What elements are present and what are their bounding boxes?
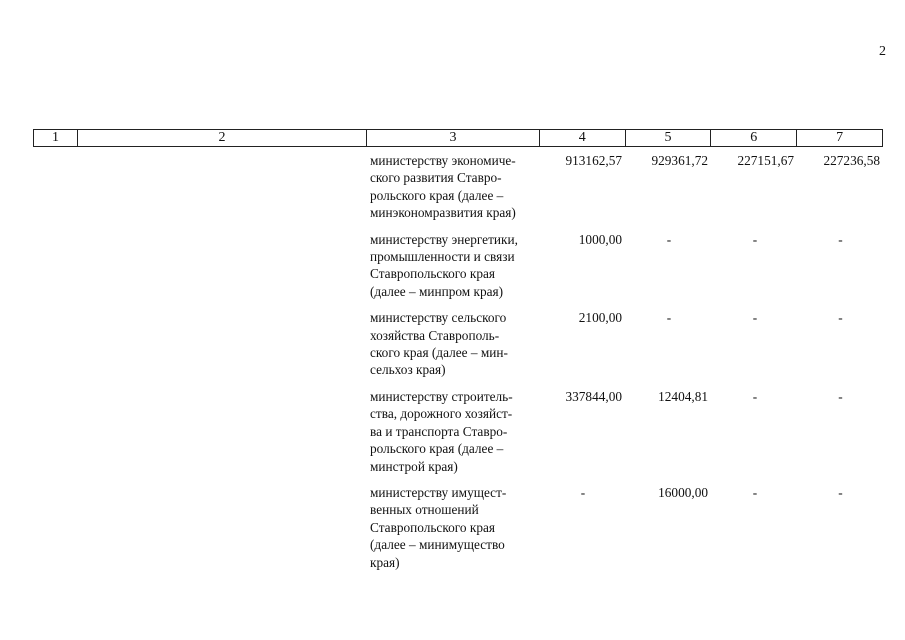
value-col-5: 16000,00 <box>658 484 708 500</box>
value-col-4: - <box>580 484 586 500</box>
header-col-5: 5 <box>626 130 712 146</box>
table-header-row <box>33 129 883 147</box>
value-col-7: 227236,58 <box>823 153 880 168</box>
page-number: 2 <box>879 44 886 59</box>
recipient-cell: министерству энергетики, промышленности и связи Ставропольского края (далее – минпром края) <box>370 231 518 299</box>
table-body <box>33 152 883 580</box>
value-col-6: - <box>752 388 758 404</box>
value-col-7: - <box>838 310 843 326</box>
header-col-3: 3 <box>367 130 540 146</box>
empty-cells <box>33 309 367 379</box>
header-col-1: 1 <box>34 130 78 146</box>
value-col-5: - <box>666 231 672 247</box>
value-col-6: - <box>752 231 758 247</box>
empty-cells <box>33 152 367 222</box>
header-col-4: 4 <box>540 130 626 146</box>
empty-cells <box>33 484 367 571</box>
table-row <box>33 388 883 475</box>
empty-cells <box>33 231 367 301</box>
recipient-cell: министерству имущест- венных отношений Ставропольского края (далее – минимущество края) <box>370 484 507 570</box>
table-row <box>33 309 883 379</box>
value-col-5: 929361,72 <box>651 153 708 168</box>
value-col-6: - <box>752 484 758 500</box>
value-col-6: 227151,67 <box>737 153 794 168</box>
table-row <box>33 484 883 571</box>
value-col-7: - <box>838 231 843 247</box>
value-col-7: - <box>838 388 843 404</box>
empty-cells <box>33 388 367 475</box>
value-col-5: 12404,81 <box>658 388 708 404</box>
table-row <box>33 152 883 222</box>
value-col-4: 2100,00 <box>578 310 622 326</box>
recipient-cell: министерству строитель- ства, дорожного хозяйст- ва и транспорта Ставро- pольского края (далее – минстрой края) <box>370 388 513 474</box>
value-col-4: 337844,00 <box>565 388 622 404</box>
value-col-4: 1000,00 <box>578 231 622 247</box>
value-col-5: - <box>666 310 672 326</box>
recipient-cell: министерству экономиче- ского развития Ставро- pольского края (далее – минэкономразвития края) <box>370 153 516 221</box>
value-col-6: - <box>752 310 758 326</box>
header-col-6: 6 <box>711 130 797 146</box>
recipient-cell: министерству сельского хозяйства Ставрополь- ского края (далее – мин- сельхоз края) <box>370 310 508 378</box>
table-row <box>33 231 883 301</box>
value-col-4: 913162,57 <box>565 153 622 168</box>
value-col-7: - <box>838 484 843 500</box>
header-col-2: 2 <box>78 130 367 146</box>
header-col-7: 7 <box>836 130 844 145</box>
